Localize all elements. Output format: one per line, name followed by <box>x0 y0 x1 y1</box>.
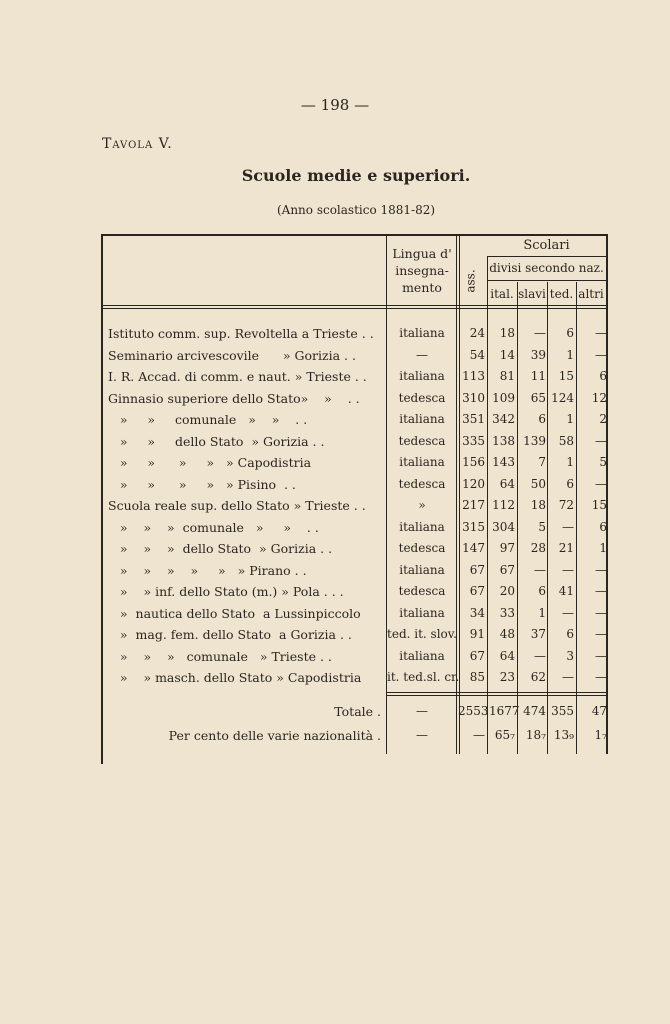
cell-lang: italiana <box>399 562 445 577</box>
table-row <box>103 541 613 563</box>
cell-ted: 1 <box>566 347 574 362</box>
cell-lang: italiana <box>399 412 445 426</box>
cell-name: Per cento delle varie nazionalità . <box>168 728 381 743</box>
header-scolari: Scolari <box>523 238 570 253</box>
cell-name: » nautica dello Stato a Lussinpiccolo <box>108 605 361 621</box>
header-ital: ital. <box>490 287 514 301</box>
table-row <box>103 563 613 585</box>
cell-lang: italiana <box>399 455 445 469</box>
cell-slavi: 7 <box>538 455 546 469</box>
cell-altri: — <box>595 648 607 663</box>
cell-altri: 6 <box>599 369 607 383</box>
divisi-rule <box>487 280 606 281</box>
totals-rule-b <box>387 695 606 696</box>
cell-name: Totale . <box>334 704 381 719</box>
cell-altri: — <box>595 605 607 620</box>
cell-slavi: 39 <box>530 347 546 362</box>
cell-lang: tedesca <box>398 390 446 405</box>
cell-altri: — <box>595 562 607 577</box>
cell-ital: 67 <box>499 562 515 577</box>
header-ass-label: ass. <box>463 269 478 293</box>
table-top-rule <box>101 234 608 236</box>
cell-slavi: 28 <box>530 541 546 555</box>
cell-ted: 6 <box>566 476 574 491</box>
cell-name: » » masch. dello Stato » Capodistria <box>108 670 362 685</box>
cell-ted: 1 <box>566 412 574 426</box>
cell-name: Ginnasio superiore dello Stato» » . . <box>108 390 360 406</box>
table-row <box>103 649 613 671</box>
cell-ted: 355 <box>551 704 574 718</box>
cell-slavi: 37 <box>530 627 546 641</box>
cell-ital: 304 <box>492 519 515 534</box>
table-row <box>103 348 613 370</box>
cell-lang: — <box>416 728 428 742</box>
header-altri: altri <box>578 287 604 301</box>
table-row <box>103 391 613 413</box>
cell-ass: 67 <box>469 584 485 598</box>
cell-lang: ted. it. slov. <box>387 627 457 641</box>
cell-ted: 6 <box>566 326 574 340</box>
cell-lang: italiana <box>399 369 445 383</box>
table-row <box>103 477 613 499</box>
table-row <box>103 369 613 391</box>
header-slavi: slavi <box>518 287 546 301</box>
cell-slavi: 139 <box>523 433 546 448</box>
cell-lang: italiana <box>399 605 445 620</box>
header-ass <box>458 262 484 300</box>
cell-altri: — <box>595 476 607 491</box>
cell-ted: 41 <box>558 584 574 598</box>
total-row <box>103 704 613 726</box>
cell-ital: 18 <box>499 326 515 340</box>
table-row <box>103 606 613 628</box>
cell-slavi: 6 <box>538 584 546 598</box>
cell-slavi: 65 <box>530 390 546 405</box>
cell-ass: 315 <box>462 519 485 534</box>
cell-lang: italiana <box>399 648 445 663</box>
cell-name: » » dello Stato » Gorizia . . <box>108 433 325 449</box>
page-number: — 198 — <box>300 96 370 114</box>
header-ted: ted. <box>549 287 574 301</box>
header-divisi: divisi secondo naz. <box>489 261 604 275</box>
cell-ted: 124 <box>551 390 574 405</box>
cell-ass: 147 <box>462 541 485 555</box>
cell-slavi: — <box>534 326 546 340</box>
cell-name: » mag. fem. dello Stato a Gorizia . . <box>108 627 352 642</box>
cell-ital: 64 <box>499 476 515 491</box>
cell-altri: — <box>595 347 607 362</box>
cell-name: I. R. Accad. di comm. e naut. » Trieste . . <box>108 369 367 384</box>
table-title: Scuole medie e superiori. <box>241 166 471 185</box>
cell-name: » » inf. dello Stato (m.) » Pola . . . <box>108 584 344 599</box>
cell-ital: 48 <box>499 627 515 641</box>
cell-ital: 20 <box>499 584 515 598</box>
cell-slavi: 11 <box>530 369 546 383</box>
cell-ass: 2553 <box>458 704 489 718</box>
cell-altri: — <box>595 433 607 448</box>
cell-slavi: 18₇ <box>525 728 546 742</box>
cell-ass: 113 <box>462 369 485 383</box>
cell-name: » » » dello Stato » Gorizia . . <box>108 541 333 556</box>
cell-altri: — <box>595 326 607 340</box>
total-row <box>103 728 613 750</box>
cell-altri: — <box>595 670 607 684</box>
cell-ital: 112 <box>492 498 515 512</box>
cell-ass: 91 <box>469 627 485 641</box>
cell-ted: 3 <box>566 648 574 663</box>
cell-altri: 2 <box>599 412 607 426</box>
scolari-rule <box>487 256 606 257</box>
cell-ass: 34 <box>469 605 485 620</box>
cell-ass: 310 <box>462 390 485 405</box>
cell-slavi: — <box>534 562 546 577</box>
cell-slavi: 62 <box>530 670 546 684</box>
table-row <box>103 326 613 348</box>
table-row <box>103 670 613 692</box>
table-subtitle: (Anno scolastico 1881-82) <box>276 203 436 217</box>
cell-ted: 15 <box>558 369 574 383</box>
cell-altri: 12 <box>591 390 607 405</box>
cell-lang: it. ted.sl. cr. <box>387 670 460 684</box>
cell-lang: » <box>418 498 426 512</box>
cell-ted: 21 <box>558 541 574 555</box>
cell-name: Seminario arcivescovile » Gorizia . . <box>108 347 356 363</box>
table-label: Tavola V. <box>102 136 173 152</box>
table-row <box>103 434 613 456</box>
cell-lang: tedesca <box>398 476 446 491</box>
cell-ass: 85 <box>469 670 485 684</box>
cell-slavi: 6 <box>538 412 546 426</box>
cell-altri: 15 <box>591 498 607 512</box>
cell-ass: 67 <box>469 648 485 663</box>
totals-rule-a <box>387 692 606 693</box>
cell-lang: italiana <box>399 519 445 534</box>
cell-ted: 6 <box>566 627 574 641</box>
cell-ass: 120 <box>462 476 485 491</box>
cell-ital: 138 <box>492 433 515 448</box>
cell-altri: 1 <box>599 541 607 555</box>
cell-name: » » » » » » Pirano . . <box>108 562 307 578</box>
header-bottom-rule-2 <box>101 308 608 309</box>
cell-altri: — <box>595 627 607 641</box>
cell-altri: 47 <box>591 704 607 718</box>
table-row <box>103 412 613 434</box>
cell-altri: 5 <box>599 455 607 469</box>
table-row <box>103 455 613 477</box>
cell-name: » » » comunale » » . . <box>108 519 319 535</box>
cell-ted: 58 <box>558 433 574 448</box>
cell-lang: tedesca <box>398 541 446 555</box>
cell-lang: tedesca <box>398 584 446 598</box>
cell-slavi: 50 <box>530 476 546 491</box>
cell-name: » » comunale » » . . <box>108 412 308 427</box>
cell-ital: 81 <box>499 369 515 383</box>
cell-ass: 54 <box>469 347 485 362</box>
cell-slavi: 474 <box>523 704 546 718</box>
cell-name: Scuola reale sup. dello Stato » Trieste . . <box>108 498 366 513</box>
cell-lang: — <box>416 347 428 362</box>
cell-slavi: 18 <box>530 498 546 512</box>
cell-ass: 24 <box>469 326 485 340</box>
cell-ass: 351 <box>462 412 485 426</box>
cell-ted: — <box>562 519 574 534</box>
cell-ital: 33 <box>499 605 515 620</box>
cell-name: Istituto comm. sup. Revoltella a Trieste . . <box>108 326 374 341</box>
cell-ital: 23 <box>499 670 515 684</box>
cell-ted: — <box>562 562 574 577</box>
header-lingua: Lingua d' insegna- mento <box>392 246 452 295</box>
cell-name: » » » » » Pisino . . <box>108 476 296 492</box>
cell-ital: 65₇ <box>494 728 515 742</box>
cell-name: » » » » » Capodistria <box>108 455 312 470</box>
table-row <box>103 627 613 649</box>
cell-ass: 67 <box>469 562 485 577</box>
cell-slavi: 1 <box>538 605 546 620</box>
cell-ass: — <box>473 728 485 742</box>
cell-ted: 1 <box>566 455 574 469</box>
cell-ted: 13₉ <box>553 728 574 742</box>
table-row <box>103 584 613 606</box>
cell-name: » » » comunale » Trieste . . <box>108 648 332 664</box>
cell-altri: 1₇ <box>594 728 607 742</box>
cell-ted: — <box>562 605 574 620</box>
cell-lang: tedesca <box>398 433 446 448</box>
cell-ital: 97 <box>499 541 515 555</box>
cell-ass: 335 <box>462 433 485 448</box>
cell-lang: italiana <box>399 326 445 340</box>
cell-altri: — <box>595 584 607 598</box>
table-row <box>103 520 613 542</box>
cell-lang: — <box>416 704 428 718</box>
table-row <box>103 498 613 520</box>
cell-ital: 64 <box>499 648 515 663</box>
cell-slavi: 5 <box>538 519 546 534</box>
cell-altri: 6 <box>599 519 607 534</box>
cell-ital: 14 <box>499 347 515 362</box>
cell-slavi: — <box>534 648 546 663</box>
cell-ass: 156 <box>462 455 485 469</box>
cell-ital: 342 <box>492 412 515 426</box>
cell-ital: 109 <box>492 390 515 405</box>
cell-ital: 143 <box>492 455 515 469</box>
cell-ital: 1677 <box>489 704 520 718</box>
header-bottom-rule <box>101 305 608 306</box>
cell-ass: 217 <box>462 498 485 512</box>
cell-ted: — <box>562 670 574 684</box>
cell-ted: 72 <box>558 498 574 512</box>
